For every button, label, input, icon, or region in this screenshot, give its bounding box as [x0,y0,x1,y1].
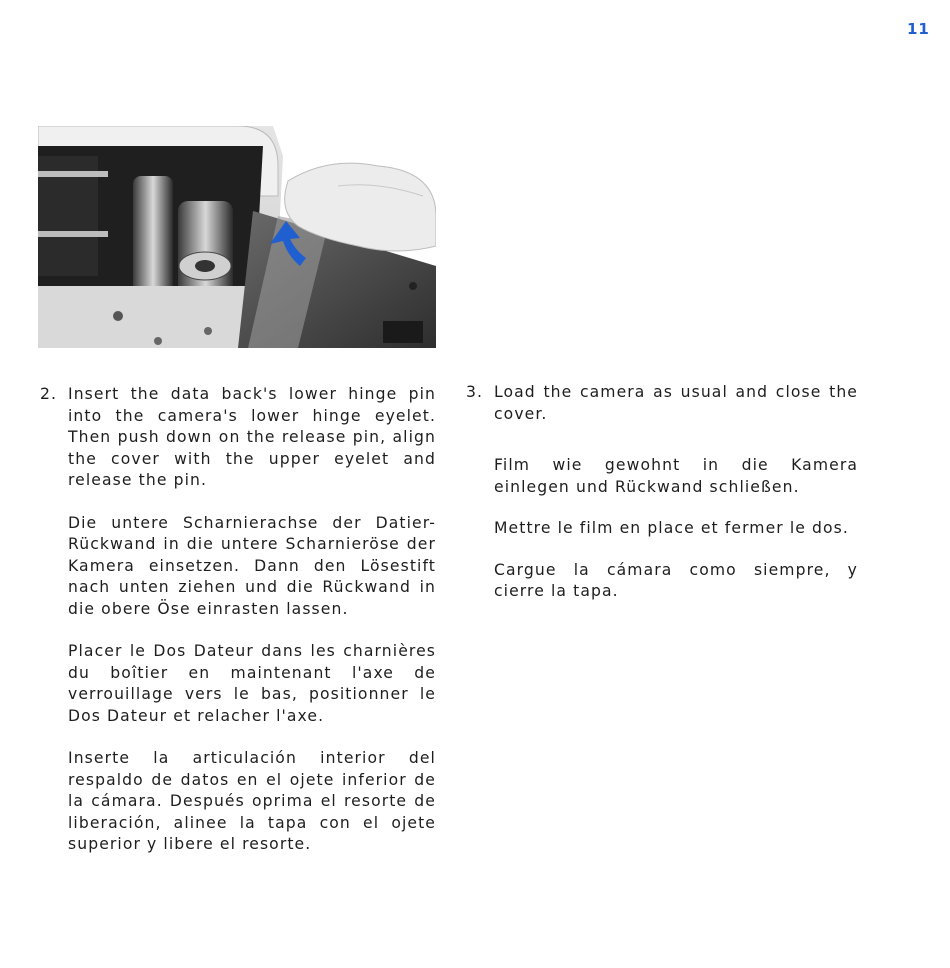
camera-data-back-illustration [38,126,436,348]
instruction-spanish: Inserte la articulación interior del respaldo de datos en el ojete inferior de la cámara. Después oprima el resorte de liberación, alinee la tapa con el ojete superior y libere el resorte. [68,749,436,853]
step-number: 2. [40,385,58,403]
step-number: 3. [466,383,484,401]
instruction-english: Insert the data back's lower hinge pin into the camera's lower hinge eyelet. Then push down on the release pin, align the cover with the upper eyelet and release the pin. [68,385,436,489]
instruction-german: Die untere Scharnierachse der Datier-Rückwand in die untere Scharnieröse der Kamera einsetzen. Dann den Lösestift nach unten ziehen und die Rückwand in die obere Öse einrasten lassen. [68,513,436,618]
instruction-french: Mettre le film en place et fermer le dos. [494,519,849,537]
instruction-french: Placer le Dos Dateur dans les charnières du boîtier en maintenant l'axe de verrouillage vers le bas, positionner le Dos Dateur et relacher l'axe. [68,642,436,725]
step-2 [40,384,436,492]
instruction-german: Film wie gewohnt in die Kamera einlegen und Rückwand schließen. [494,456,858,496]
page-number: 11 [907,20,930,38]
left-column [40,384,436,856]
step-3 [466,382,858,425]
instruction-spanish: Cargue la cámara como siempre, y cierre la tapa. [494,560,858,600]
instruction-english: Load the camera as usual and close the cover. [494,383,858,423]
right-column [466,382,858,603]
